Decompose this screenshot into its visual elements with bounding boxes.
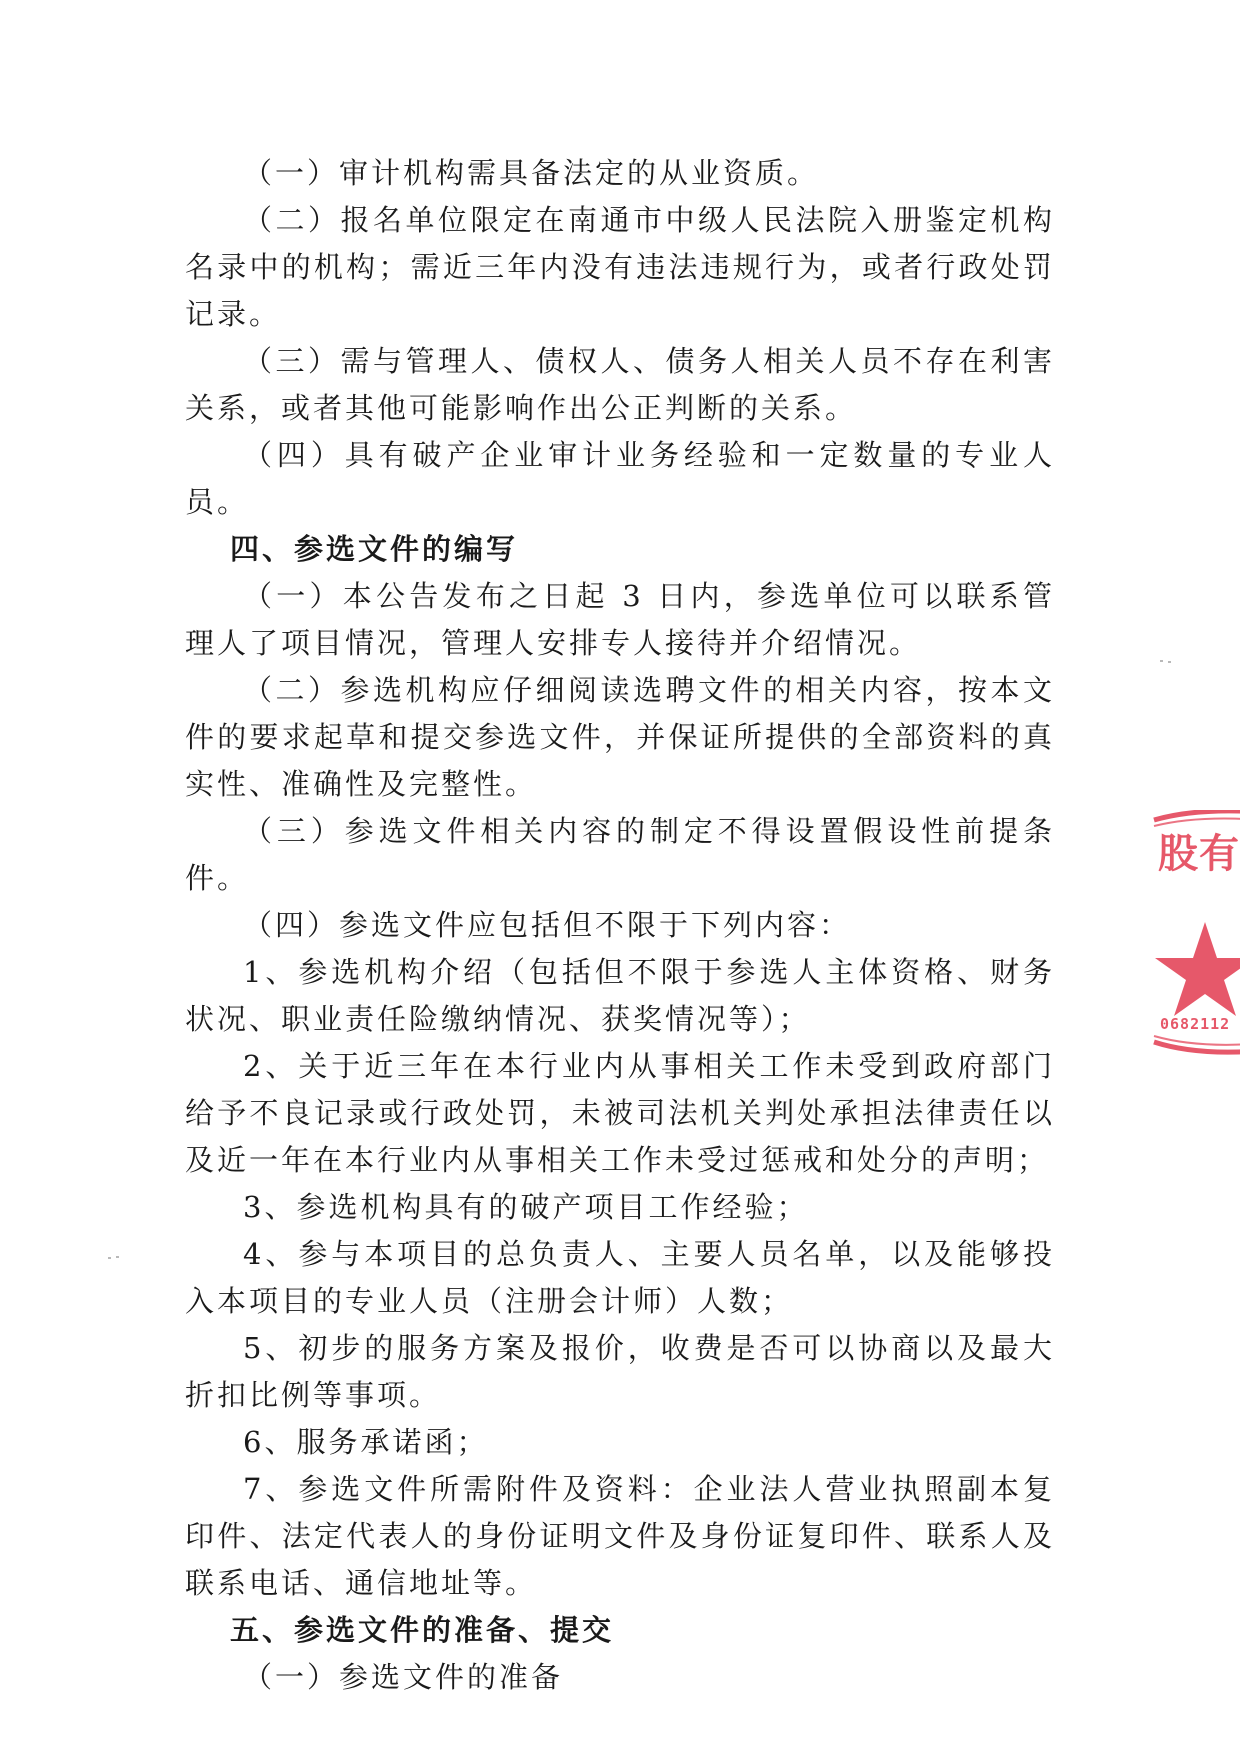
scan-speck xyxy=(1160,660,1163,662)
body-paragraph: 5、初步的服务方案及报价，收费是否可以协商以及最大折扣比例等事项。 xyxy=(185,1331,1055,1412)
seal-number: 0682112 xyxy=(1160,1015,1231,1033)
body-paragraph: 6、服务承诺函； xyxy=(243,1425,489,1459)
body-paragraph: 2、关于近三年在本行业内从事相关工作未受到政府部门给予不良记录或行政处罚，未被司法机关判处承担法律责任以及近一年在本行业内从事相关工作未受过惩戒和处分的声明； xyxy=(185,1049,1055,1177)
body-paragraph: 3、参选机构具有的破产项目工作经验； xyxy=(243,1190,809,1224)
company-seal xyxy=(1150,810,1240,1070)
body-paragraph: 1、参选机构介绍（包括但不限于参选人主体资格、财务状况、职业责任险缴纳情况、获奖情况等）； xyxy=(185,955,1055,1036)
scan-speck xyxy=(108,1257,111,1259)
body-paragraph: （四）具有破产企业审计业务经验和一定数量的专业人员。 xyxy=(185,438,1055,519)
section-heading: 五、参选文件的准备、提交 xyxy=(229,1613,614,1647)
scan-speck xyxy=(116,1256,119,1258)
seal-star-icon xyxy=(1155,922,1240,1016)
scan-speck xyxy=(1168,661,1171,663)
body-paragraph: 4、参与本项目的总负责人、主要人员名单，以及能够投入本项目的专业人员（注册会计师）人数； xyxy=(185,1237,1055,1318)
body-paragraph: （三）参选文件相关内容的制定不得设置假设性前提条件。 xyxy=(185,814,1055,895)
body-paragraph: （二）报名单位限定在南通市中级人民法院入册鉴定机构名录中的机构；需近三年内没有违法违规行为，或者行政处罚记录。 xyxy=(185,203,1055,331)
body-paragraph: 7、参选文件所需附件及资料：企业法人营业执照副本复印件、法定代表人的身份证明文件及身份证复印件、联系人及联系电话、通信地址等。 xyxy=(185,1472,1055,1600)
seal-text: 股有 xyxy=(1158,831,1240,877)
document-body xyxy=(185,150,1055,1701)
body-paragraph: （二）参选机构应仔细阅读选聘文件的相关内容，按本文件的要求起草和提交参选文件，并保证所提供的全部资料的真实性、准确性及完整性。 xyxy=(185,673,1055,801)
body-paragraph: （一）参选文件的准备 xyxy=(243,1660,564,1694)
section-heading: 四、参选文件的编写 xyxy=(229,532,518,566)
body-paragraph: （四）参选文件应包括但不限于下列内容： xyxy=(243,908,852,942)
body-paragraph: （一）本公告发布之日起 3 日内，参选单位可以联系管理人了项目情况，管理人安排专人接待并介绍情况。 xyxy=(185,579,1055,660)
body-paragraph: （一）审计机构需具备法定的从业资质。 xyxy=(243,156,820,190)
body-paragraph: （三）需与管理人、债权人、债务人相关人员不存在利害关系，或者其他可能影响作出公正判断的关系。 xyxy=(185,344,1055,425)
